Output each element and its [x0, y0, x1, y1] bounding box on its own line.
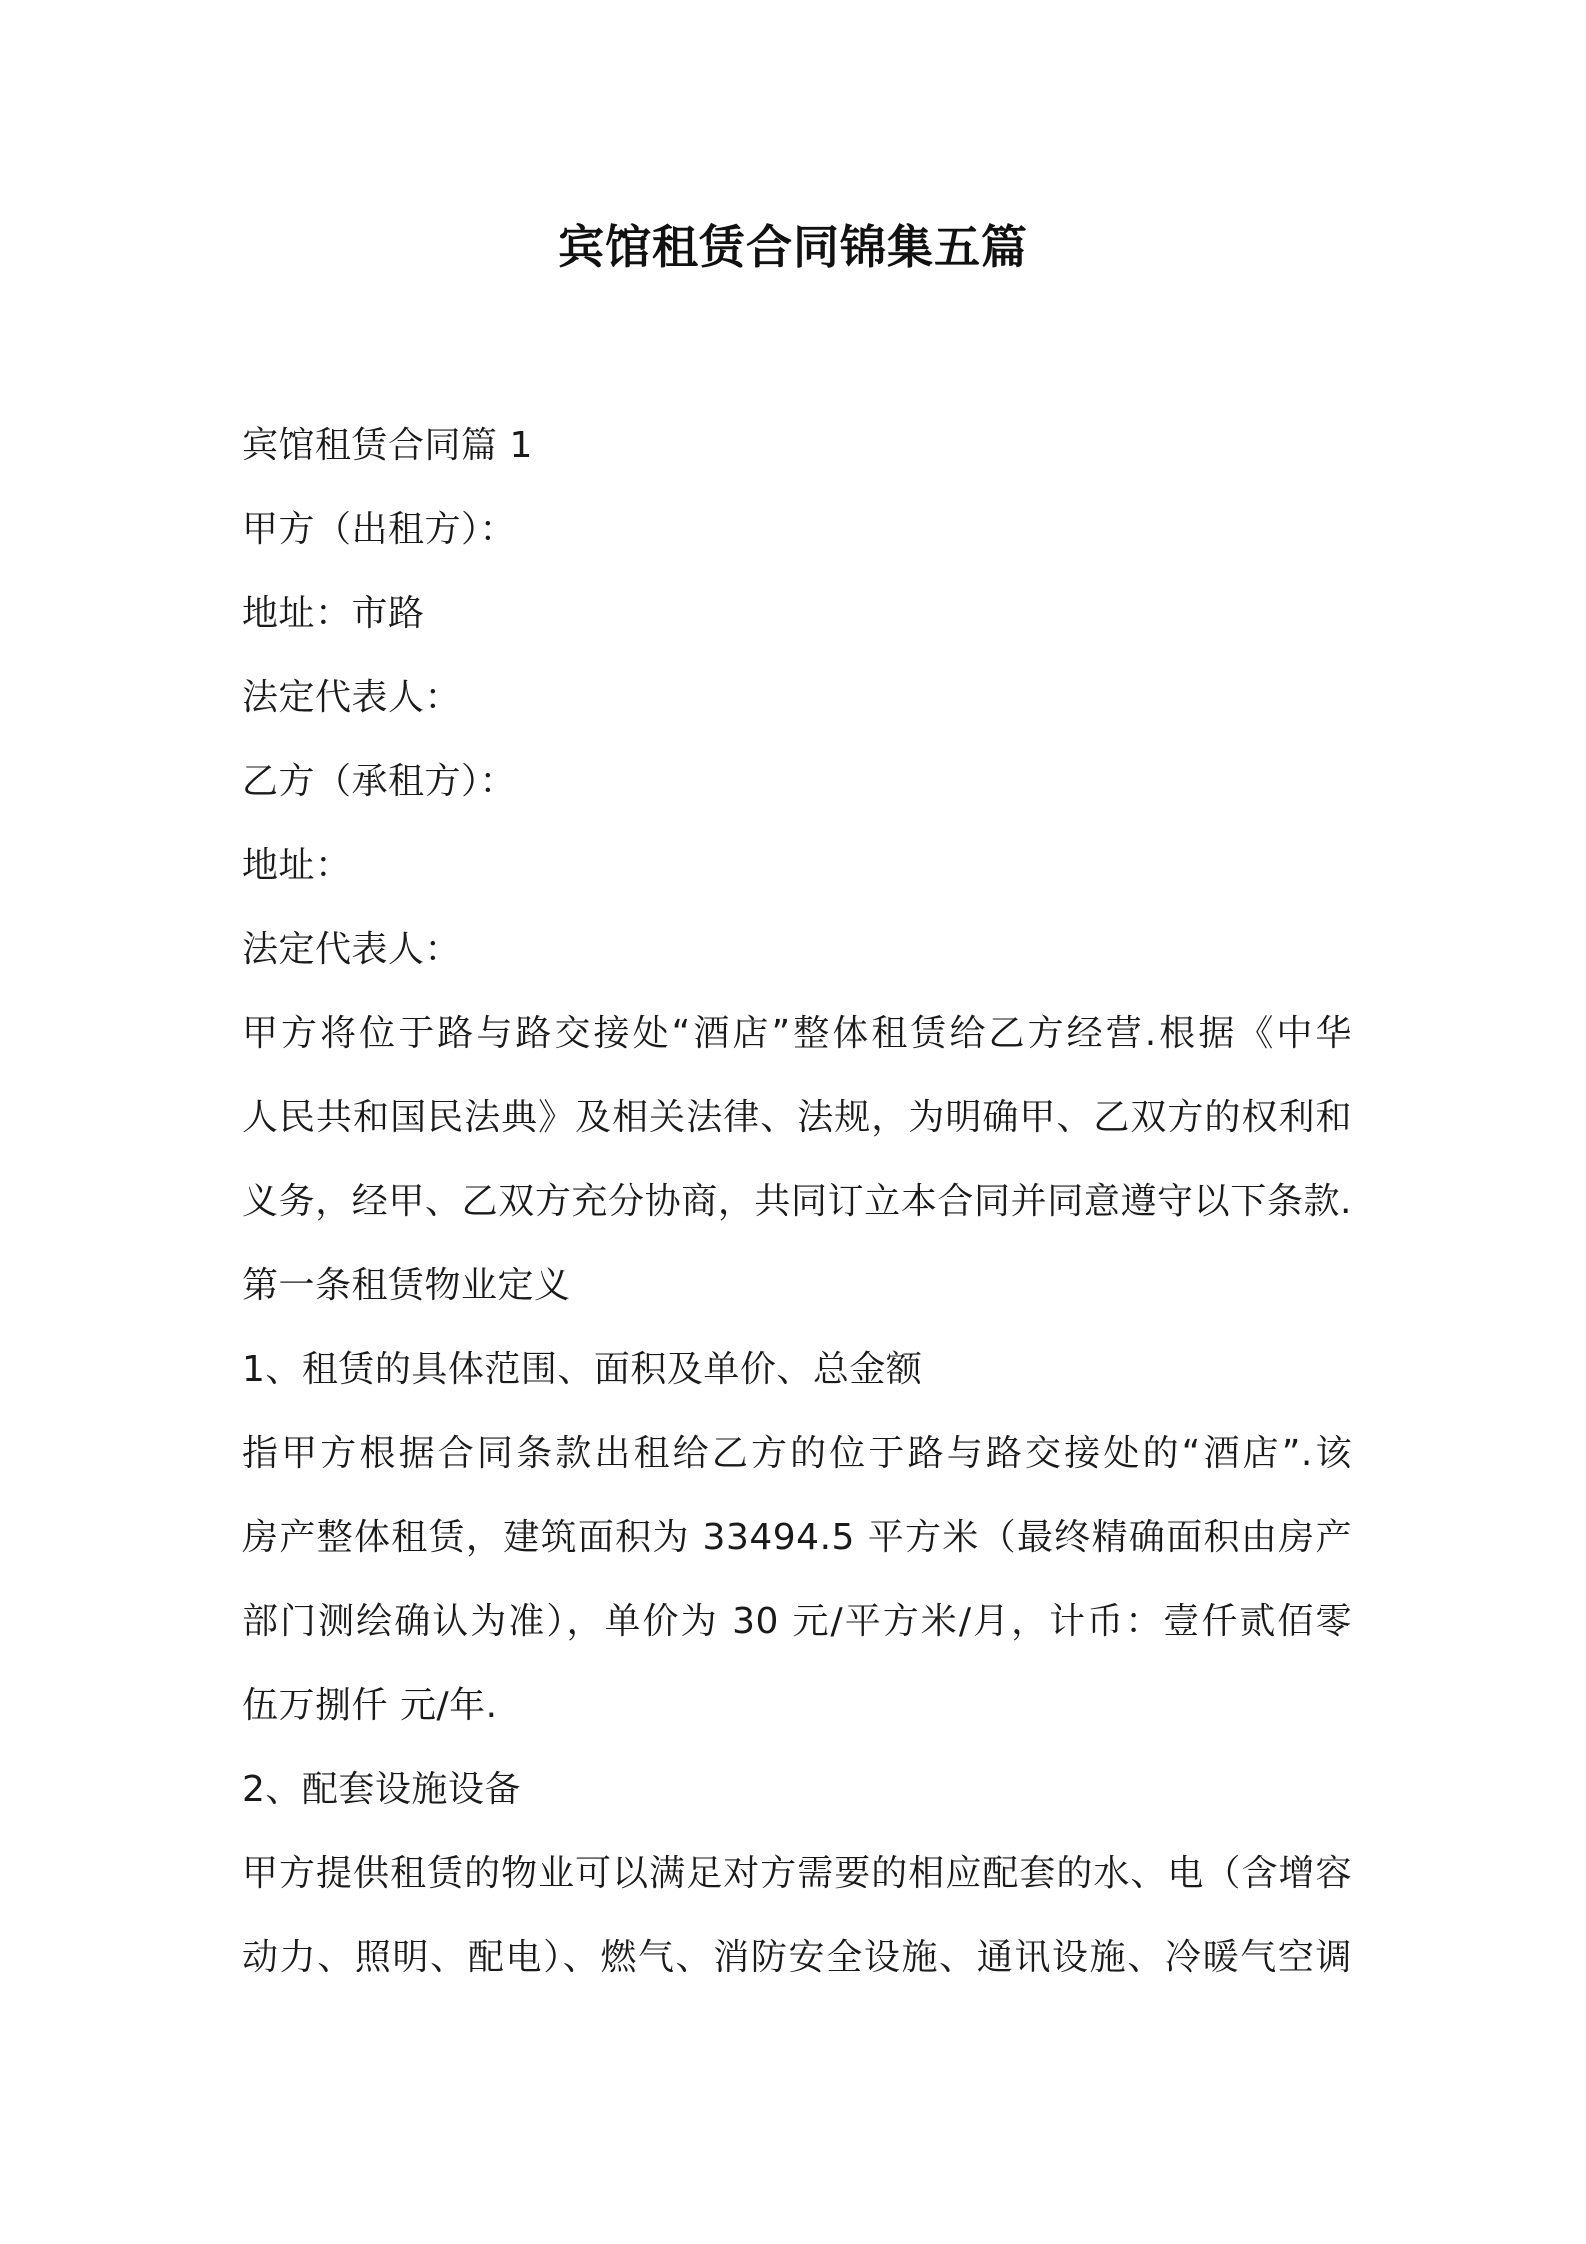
party-b-label: 乙方（承租方）：	[242, 761, 517, 802]
article-heading: 第一条租赁物业定义	[242, 1265, 571, 1306]
paragraph-line: 指甲方根据合同条款出租给乙方的位于路与路交接处的“酒店”.该	[242, 1433, 1352, 1474]
party-b-address: 地址：	[242, 845, 352, 886]
paragraph-line: 义务，经甲、乙双方充分协商，共同订立本合同并同意遵守以下条款.	[242, 1181, 1352, 1222]
paragraph-line: 甲方提供租赁的物业可以满足对方需要的相应配套的水、电（含增容	[242, 1853, 1352, 1894]
paragraph-line: 伍万捌仟 元/年.	[242, 1685, 498, 1726]
party-a-legal-rep: 法定代表人：	[242, 677, 462, 718]
document-title: 宾馆租赁合同锦集五篇	[558, 220, 1028, 274]
paragraph-line: 动力、照明、配电）、燃气、消防安全设施、通讯设施、冷暖气空调	[242, 1937, 1352, 1978]
paragraph-line: 部门测绘确认为准），单价为 30 元/平方米/月，计币：壹仟贰佰零	[242, 1601, 1352, 1642]
paragraph-line: 房产整体租赁，建筑面积为 33494.5 平方米（最终精确面积由房产	[242, 1517, 1352, 1558]
clause-heading: 1、租赁的具体范围、面积及单价、总金额	[242, 1349, 923, 1390]
party-b-legal-rep: 法定代表人：	[242, 929, 462, 970]
paragraph-line: 人民共和国民法典》及相关法律、法规，为明确甲、乙双方的权利和	[242, 1097, 1352, 1138]
party-a-label: 甲方（出租方）：	[242, 509, 517, 550]
party-a-address: 地址：市路	[242, 593, 425, 634]
document-body	[242, 404, 1352, 2000]
clause-heading: 2、配套设施设备	[242, 1769, 521, 1810]
paragraph-line: 甲方将位于路与路交接处“酒店”整体租赁给乙方经营.根据《中华	[242, 1013, 1352, 1054]
section-heading: 宾馆租赁合同篇 1	[242, 425, 533, 466]
